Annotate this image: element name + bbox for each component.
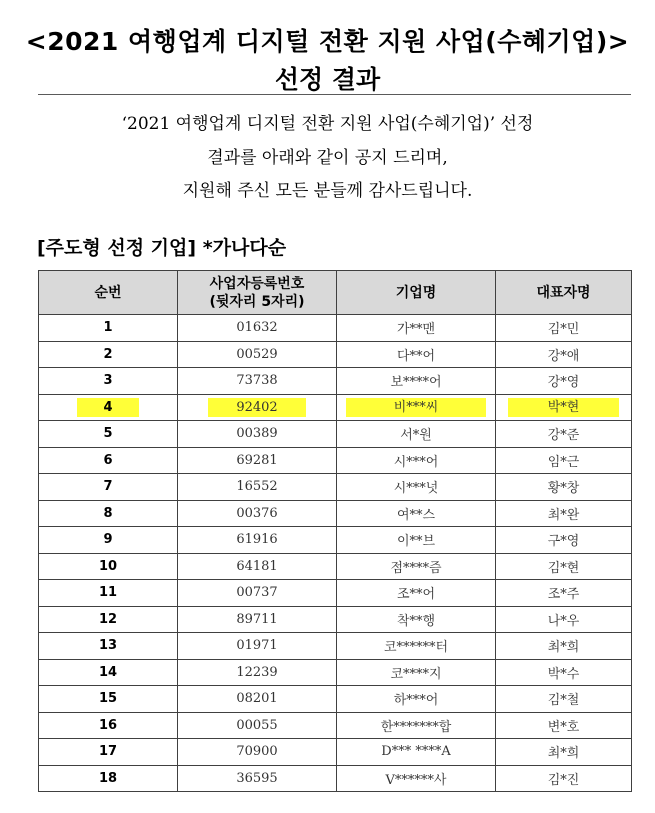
cell-num-text: 16 [98, 717, 118, 733]
table-row [39, 474, 632, 501]
table-body [39, 315, 632, 792]
cell-num [39, 447, 178, 474]
cell-rep-text: 구*영 [547, 534, 580, 550]
table-row [39, 765, 632, 792]
cell-biz-number [178, 712, 337, 739]
table-row [39, 712, 632, 739]
cell-company-text: 코****지 [390, 666, 442, 682]
table-row [39, 659, 632, 686]
cell-biz-number [178, 553, 337, 580]
section-heading: [주도형 선정 기업] *가나다순 [37, 237, 287, 259]
cell-company [337, 341, 496, 368]
cell-rep [496, 686, 632, 713]
cell-num [39, 341, 178, 368]
cell-biz-number [178, 580, 337, 607]
table-row [39, 368, 632, 395]
cell-num [39, 368, 178, 395]
cell-company-text: 여**스 [396, 507, 436, 523]
table-row [39, 341, 632, 368]
cell-rep-text: 최*희 [547, 640, 580, 656]
cell-company [337, 712, 496, 739]
cell-rep-text: 강*애 [547, 348, 580, 364]
cell-biz-number-text: 01632 [236, 320, 278, 336]
cell-biz-number [178, 606, 337, 633]
cell-num-text: 1 [103, 320, 113, 336]
cell-rep [496, 341, 632, 368]
cell-company [337, 739, 496, 766]
cell-biz-number [178, 394, 337, 421]
results-table [38, 270, 632, 792]
cell-rep [496, 447, 632, 474]
cell-rep [496, 659, 632, 686]
cell-rep [496, 527, 632, 554]
intro-text-line-3: 지원해 주신 모든 분들께 감사드립니다. [182, 181, 473, 201]
page-title: <2021 여행업계 디지털 전환 지원 사업(수혜기업)> [25, 27, 630, 56]
cell-num [39, 500, 178, 527]
cell-biz-number-text: 89711 [236, 611, 278, 627]
cell-num [39, 606, 178, 633]
cell-biz-number [178, 765, 337, 792]
cell-num [39, 633, 178, 660]
cell-rep-text: 나*우 [547, 613, 580, 629]
cell-rep-text: 박*현 [508, 398, 620, 417]
cell-biz-number-text: 00376 [236, 505, 278, 521]
cell-rep [496, 474, 632, 501]
cell-num [39, 580, 178, 607]
cell-biz-number-text: 92402 [208, 398, 305, 417]
header-rep: 대표자명 [496, 271, 632, 315]
table-row [39, 500, 632, 527]
cell-num-text: 2 [103, 346, 113, 362]
cell-num [39, 421, 178, 448]
cell-company [337, 553, 496, 580]
cell-company [337, 633, 496, 660]
cell-rep [496, 421, 632, 448]
cell-company-text: 다**어 [396, 348, 436, 364]
cell-company-text: 시***어 [393, 454, 439, 470]
header-biz-number-line2: (뒷자리 5자리) [209, 293, 305, 310]
cell-biz-number-text: 70900 [236, 744, 278, 760]
table-row [39, 606, 632, 633]
cell-company [337, 421, 496, 448]
cell-num-text: 5 [103, 426, 113, 442]
cell-num [39, 712, 178, 739]
cell-biz-number-text: 00737 [236, 585, 278, 601]
cell-company-text: 코******터 [383, 640, 449, 656]
cell-num [39, 553, 178, 580]
cell-rep-text: 김*현 [547, 560, 580, 576]
cell-num-text: 10 [98, 558, 118, 574]
cell-rep [496, 394, 632, 421]
cell-num [39, 394, 178, 421]
cell-rep [496, 315, 632, 342]
cell-biz-number-text: 61916 [236, 532, 278, 548]
cell-company-text: 서*원 [400, 428, 432, 444]
cell-num [39, 765, 178, 792]
cell-company-text: 한*******합 [380, 719, 452, 735]
cell-company-text: 하***어 [393, 693, 439, 709]
cell-biz-number-text: 36595 [236, 770, 278, 786]
cell-biz-number [178, 633, 337, 660]
cell-num-text: 12 [98, 611, 118, 627]
cell-company [337, 686, 496, 713]
cell-biz-number-text: 64181 [236, 558, 278, 574]
cell-biz-number-text: 00529 [236, 346, 278, 362]
cell-rep [496, 553, 632, 580]
cell-biz-number [178, 474, 337, 501]
cell-company [337, 447, 496, 474]
cell-num-text: 7 [103, 479, 113, 495]
cell-biz-number-text: 00055 [236, 717, 278, 733]
cell-company-text: D*** ****A [381, 744, 451, 760]
cell-company-text: 착**행 [396, 613, 436, 629]
table-row [39, 686, 632, 713]
cell-rep [496, 739, 632, 766]
cell-biz-number [178, 341, 337, 368]
cell-biz-number [178, 527, 337, 554]
cell-biz-number [178, 315, 337, 342]
cell-company [337, 368, 496, 395]
cell-biz-number [178, 447, 337, 474]
cell-rep-text: 최*희 [547, 746, 580, 762]
cell-rep-text: 변*호 [547, 719, 580, 735]
cell-company-text: 이**브 [396, 534, 436, 550]
cell-biz-number [178, 739, 337, 766]
cell-rep-text: 김*철 [547, 693, 580, 709]
cell-company-text: 보****어 [390, 375, 442, 391]
intro-text-line-2: 결과를 아래와 같이 공지 드리며, [207, 148, 448, 168]
page-subtitle: 선정 결과 [274, 65, 381, 94]
cell-rep-text: 최*완 [547, 507, 580, 523]
cell-company [337, 606, 496, 633]
header-biz-number-line1: 사업자등록번호 [209, 275, 305, 292]
cell-rep-text: 조*주 [547, 587, 580, 603]
cell-biz-number-text: 12239 [236, 664, 278, 680]
cell-biz-number-text: 73738 [236, 373, 278, 389]
cell-biz-number-text: 00389 [236, 426, 278, 442]
cell-company-text: 비***씨 [346, 398, 487, 417]
cell-biz-number-text: 01971 [236, 638, 278, 654]
cell-biz-number [178, 500, 337, 527]
table-row [39, 580, 632, 607]
intro-text-line-1: ‘2021 여행업계 디지털 전환 지원 사업(수혜기업)’ 선정 [121, 114, 534, 134]
cell-num-text: 6 [103, 452, 113, 468]
cell-biz-number [178, 421, 337, 448]
header-num: 순번 [39, 271, 178, 315]
cell-biz-number [178, 686, 337, 713]
table-header-row [39, 271, 632, 315]
cell-num-text: 4 [77, 398, 138, 417]
cell-company-text: 가**맨 [396, 322, 436, 338]
cell-company-text: 점****즘 [390, 560, 442, 576]
cell-num-text: 14 [98, 664, 118, 680]
cell-company [337, 500, 496, 527]
table-row [39, 527, 632, 554]
cell-num [39, 659, 178, 686]
cell-num-text: 15 [98, 691, 118, 707]
cell-num [39, 739, 178, 766]
cell-rep [496, 500, 632, 527]
cell-num-text: 18 [98, 770, 118, 786]
cell-rep [496, 633, 632, 660]
cell-num [39, 527, 178, 554]
title-divider [38, 94, 631, 95]
table-row [39, 633, 632, 660]
cell-biz-number-text: 69281 [236, 452, 278, 468]
cell-num-text: 9 [103, 532, 113, 548]
cell-rep-text: 강*영 [547, 375, 580, 391]
cell-rep [496, 606, 632, 633]
cell-num-text: 11 [98, 585, 118, 601]
header-company: 기업명 [337, 271, 496, 315]
table-row [39, 553, 632, 580]
table-row [39, 394, 632, 421]
cell-biz-number [178, 659, 337, 686]
cell-company [337, 474, 496, 501]
table-row [39, 447, 632, 474]
cell-rep-text: 박*수 [547, 666, 580, 682]
cell-rep [496, 580, 632, 607]
cell-rep-text: 김*민 [547, 322, 580, 338]
cell-num-text: 17 [98, 744, 118, 760]
cell-num [39, 315, 178, 342]
cell-num [39, 686, 178, 713]
cell-company-text: 시***넛 [393, 481, 439, 497]
table-row [39, 739, 632, 766]
cell-rep-text: 임*근 [547, 454, 580, 470]
cell-company-text: 조**어 [396, 587, 436, 603]
cell-num [39, 474, 178, 501]
cell-num-text: 13 [98, 638, 118, 654]
cell-rep [496, 712, 632, 739]
cell-rep-text: 강*준 [547, 428, 580, 444]
cell-company [337, 765, 496, 792]
cell-company [337, 527, 496, 554]
cell-num-text: 3 [103, 373, 113, 389]
cell-company [337, 659, 496, 686]
header-biz-number [178, 271, 337, 315]
cell-rep-text: 김*진 [547, 772, 580, 788]
cell-num-text: 8 [103, 505, 113, 521]
cell-biz-number [178, 368, 337, 395]
cell-biz-number-text: 16552 [236, 479, 278, 495]
cell-company [337, 315, 496, 342]
table-row [39, 421, 632, 448]
cell-company [337, 394, 496, 421]
cell-biz-number-text: 08201 [236, 691, 278, 707]
cell-company [337, 580, 496, 607]
cell-rep-text: 황*창 [547, 481, 580, 497]
table-row [39, 315, 632, 342]
cell-rep [496, 765, 632, 792]
cell-company-text: V******사 [385, 772, 447, 788]
cell-rep [496, 368, 632, 395]
